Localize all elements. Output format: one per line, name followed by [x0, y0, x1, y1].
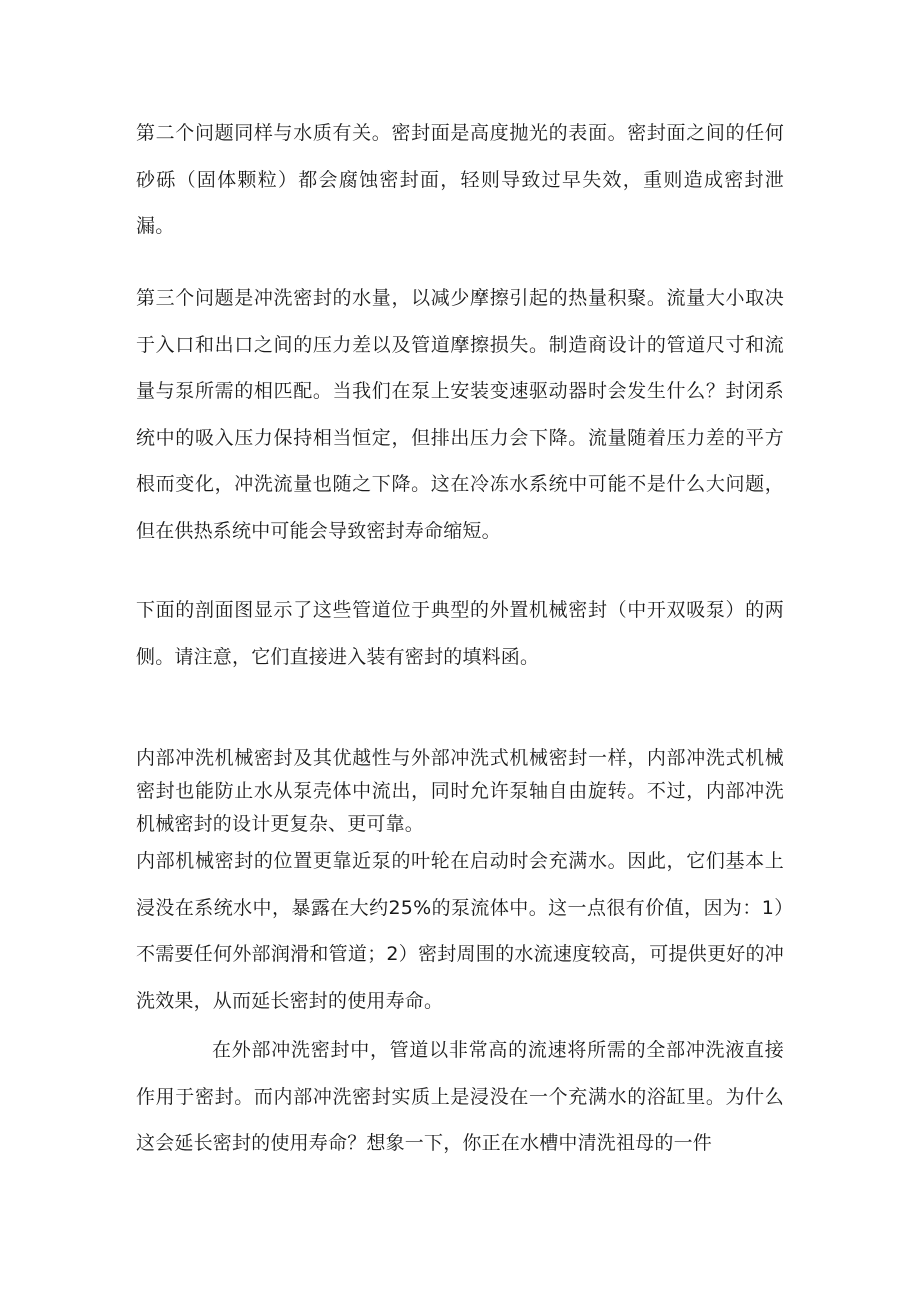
paragraph-section-view: 下面的剖面图显示了这些管道位于典型的外置机械密封（中开双吸泵）的两侧。请注意，它们直接进入装有密封的填料函。 — [136, 599, 784, 668]
paragraph-internal-seal-intro: 内部冲洗机械密封及其优越性与外部冲洗式机械密封一样，内部冲洗式机械密封也能防止水从泵壳体中流出，同时允许泵轴自由旋转。不过，内部冲洗机械密封的设计更复杂、更可靠。 — [136, 747, 784, 835]
paragraph-internal-seal-position: 内部机械密封的位置更靠近泵的叶轮在启动时会充满水。因此，它们基本上浸没在系统水中，暴露在大约25%的泵流体中。这一点很有价值，因为：1）不需要任何外部润滑和管道；2）密封周围的水流速度较高，可提供更好的冲洗效果，从而延长密封的使用寿命。 — [136, 850, 784, 1012]
paragraph-flush-flow: 第三个问题是冲洗密封的水量，以减少摩擦引起的热量积聚。流量大小取决于入口和出口之间的压力差以及管道摩擦损失。制造商设计的管道尺寸和流量与泵所需的相匹配。当我们在泵上安装变速驱动器时会发生什么？封闭系统中的吸入压力保持相当恒定，但排出压力会下降。流量随着压力差的平方根而变化，冲洗流量也随之下降。这在冷冻水系统中可能不是什么大问题，但在供热系统中可能会导致密封寿命缩短。 — [136, 287, 784, 542]
paragraph-water-quality: 第二个问题同样与水质有关。密封面是高度抛光的表面。密封面之间的任何砂砾（固体颗粒）都会腐蚀密封面，轻则导致过早失效，重则造成密封泄漏。 — [136, 122, 784, 237]
paragraph-external-vs-internal: 在外部冲洗密封中，管道以非常高的流速将所需的全部冲洗液直接作用于密封。而内部冲洗密封实质上是浸没在一个充满水的浴缸里。为什么这会延长密封的使用寿命？想象一下，你正在水槽中清洗祖母的一件 — [136, 1039, 784, 1154]
